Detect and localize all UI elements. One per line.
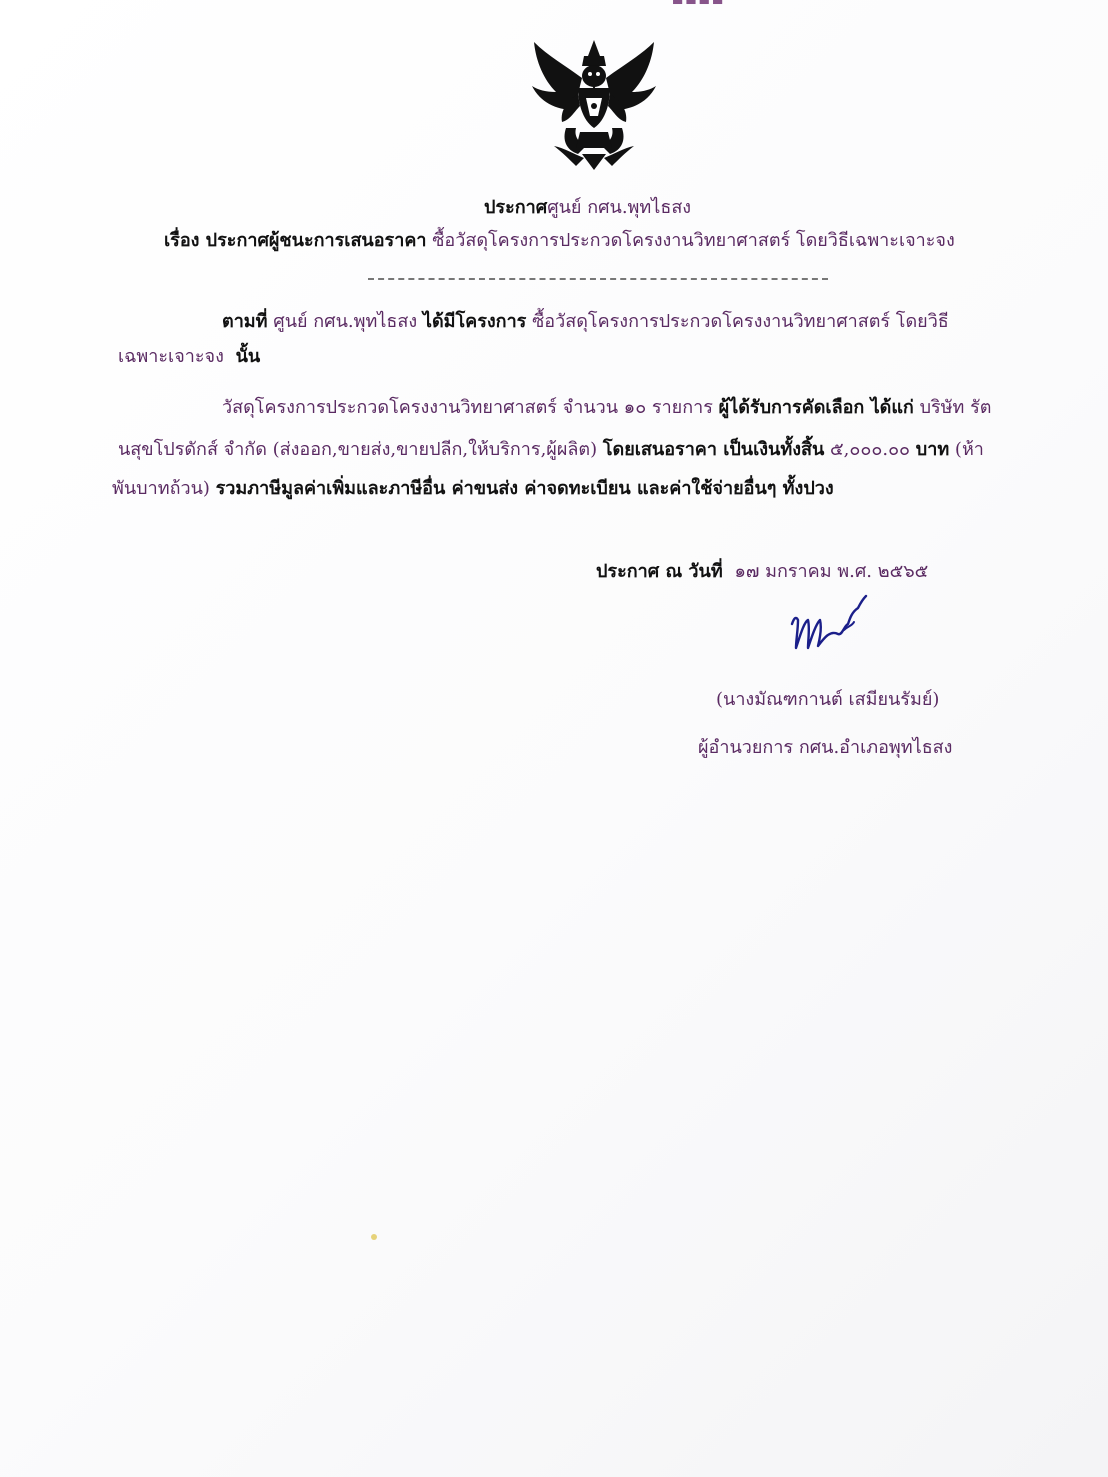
signature-image	[788, 590, 874, 660]
p2-amount-words-cont: พันบาทถ้วน)	[112, 478, 210, 499]
title-org: ศูนย์ กศน.พุทไธสง	[547, 197, 692, 218]
p1-end: นั้น	[235, 346, 261, 367]
p1-org: ศูนย์ กศน.พุทไธสง	[273, 311, 418, 332]
p2-amount: ๕,๐๐๐.๐๐	[830, 439, 911, 460]
paragraph-1-line-1	[222, 310, 949, 334]
date-label: ประกาศ ณ วันที่	[596, 561, 723, 582]
p2-item: วัสดุโครงการประกวดโครงงานวิทยาศาสตร์ จำนวน ๑๐ รายการ	[222, 397, 713, 418]
announcement-title	[484, 196, 691, 220]
p1-project-cont: เฉพาะเจาะจง	[118, 346, 224, 367]
p2-currency: บาท	[915, 439, 950, 460]
date-value: ๑๗ มกราคม พ.ศ. ๒๕๖๕	[734, 561, 929, 582]
p2-company: บริษัท รัต	[919, 397, 992, 418]
paragraph-1-line-2	[118, 345, 260, 369]
title-prefix: ประกาศ	[484, 197, 548, 218]
announcement-date	[596, 560, 928, 584]
paragraph-2-line-3	[112, 477, 834, 501]
garuda-emblem-icon	[526, 36, 662, 172]
p2-selected-label: ผู้ได้รับการคัดเลือก ได้แก่	[718, 397, 914, 418]
signer-name: (นางมัณฑกานต์ เสมียนรัมย์)	[716, 689, 940, 710]
paper-speck	[371, 1234, 377, 1240]
paragraph-2-line-2	[118, 438, 984, 462]
announcement-subject	[164, 229, 955, 253]
p1-lead: ตามที่	[222, 311, 268, 332]
subject-prefix: เรื่อง ประกาศผู้ชนะการเสนอราคา	[164, 230, 427, 251]
p2-tail: รวมภาษีมูลค่าเพิ่มและภาษีอื่น ค่าขนส่ง ค่าจดทะเบียน และค่าใช้จ่ายอื่นๆ ทั้งปวง	[215, 478, 834, 499]
p2-amount-words: (ห้า	[954, 439, 984, 460]
signer-position: ผู้อำนวยการ กศน.อำเภอพุทไธสง	[698, 737, 953, 758]
p1-mid: ได้มีโครงการ	[422, 311, 527, 332]
p1-project: ซื้อวัสดุโครงการประกวดโครงงานวิทยาศาสตร์ โดยวิธี	[532, 311, 949, 332]
p2-company-cont: นสุขโปรดักส์ จำกัด (ส่งออก,ขายส่ง,ขายปลีก,ให้บริการ,ผู้ผลิต)	[118, 439, 598, 460]
top-edge-mark: ▬▬▬▬	[672, 0, 726, 8]
subject-text: ซื้อวัสดุโครงการประกวดโครงงานวิทยาศาสตร์ โดยวิธีเฉพาะเจาะจง	[432, 230, 955, 251]
paragraph-2-line-1	[222, 396, 991, 420]
p2-offer-label: โดยเสนอราคา เป็นเงินทั้งสิ้น	[602, 439, 825, 460]
title-separator	[368, 278, 828, 280]
